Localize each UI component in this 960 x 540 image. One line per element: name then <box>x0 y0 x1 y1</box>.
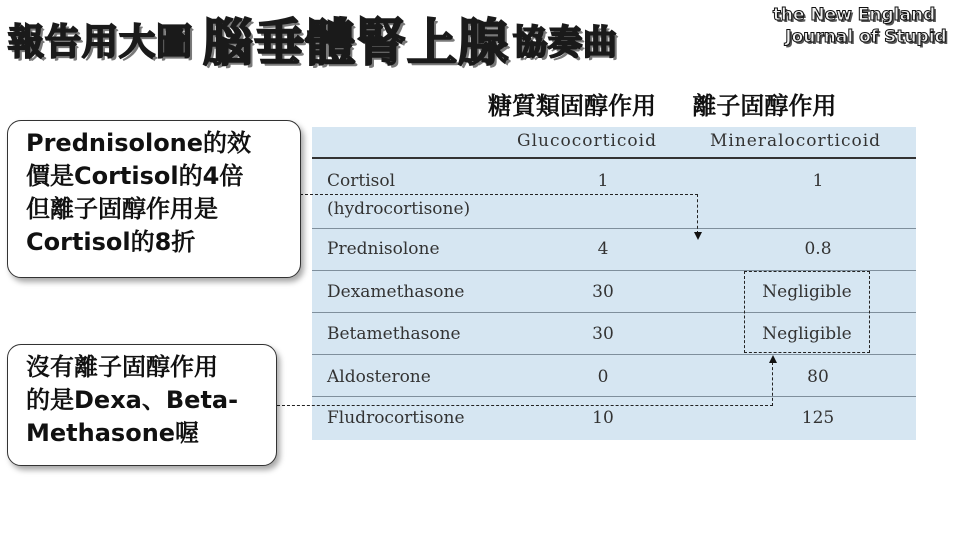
table-row <box>312 229 916 271</box>
dexa-beta-callout <box>7 344 277 466</box>
connector-line <box>300 194 698 195</box>
callout-line: 沒有離子固醇作用 <box>26 353 218 381</box>
callout-line: Prednisolone的效 <box>26 129 252 157</box>
row-mineralocorticoid: 0.8 <box>804 239 832 259</box>
header-glucocorticoid: Glucocorticoid <box>517 131 657 151</box>
arrow-up-icon <box>769 355 777 363</box>
row-mineralocorticoid: 80 <box>807 367 829 387</box>
table-header <box>312 127 916 159</box>
callout-line: Methasone喔 <box>26 419 200 447</box>
row-name: Dexamethasone <box>327 282 465 302</box>
callout-line: 的是Dexa、Beta- <box>26 386 239 414</box>
row-name: Prednisolone <box>327 239 440 259</box>
row-mineralocorticoid: 125 <box>801 408 835 428</box>
journal-logo <box>752 4 956 48</box>
title-part-2: 腦垂體腎上腺 <box>203 14 510 72</box>
table-row <box>312 355 916 397</box>
row-name: Cortisol <box>327 171 396 191</box>
table-row <box>312 397 916 440</box>
row-name: Aldosterone <box>327 367 431 387</box>
title-part-3: 協奏曲 <box>513 22 619 63</box>
journal-line-2: Journal of Stupid <box>785 27 947 47</box>
prednisolone-callout <box>7 120 301 278</box>
connector-line <box>772 362 773 406</box>
column-headings <box>488 86 864 121</box>
callout-line: Cortisol的8折 <box>26 228 196 256</box>
row-glucocorticoid: 4 <box>597 239 609 259</box>
row-mineralocorticoid: Negligible <box>762 324 852 344</box>
negligible-highlight-box <box>744 271 870 353</box>
row-name: Fludrocortisone <box>327 408 465 428</box>
connector-line <box>277 405 773 406</box>
row-subname: (hydrocortisone) <box>327 199 471 219</box>
header-mineralocorticoid: Mineralocorticoid <box>710 131 882 151</box>
callout-line: 但離子固醇作用是 <box>26 195 218 223</box>
callout-line: 價是Cortisol的4倍 <box>26 162 244 190</box>
glucocorticoid-heading: 糖質類固醇作用 <box>488 92 656 120</box>
row-mineralocorticoid: Negligible <box>762 282 852 302</box>
row-mineralocorticoid: 1 <box>812 171 824 191</box>
row-glucocorticoid: 0 <box>597 367 609 387</box>
title-part-1: 報告用大圖 <box>8 21 194 63</box>
row-name: Betamethasone <box>327 324 461 344</box>
row-glucocorticoid: 1 <box>597 171 609 191</box>
mineralocorticoid-heading: 離子固醇作用 <box>692 92 837 120</box>
row-glucocorticoid: 30 <box>592 324 614 344</box>
row-glucocorticoid: 30 <box>592 282 614 302</box>
journal-line-1: the New England <box>772 5 936 25</box>
row-glucocorticoid: 10 <box>592 408 614 428</box>
connector-line <box>697 194 698 234</box>
arrow-down-icon <box>694 232 702 240</box>
slide-title <box>8 6 618 72</box>
